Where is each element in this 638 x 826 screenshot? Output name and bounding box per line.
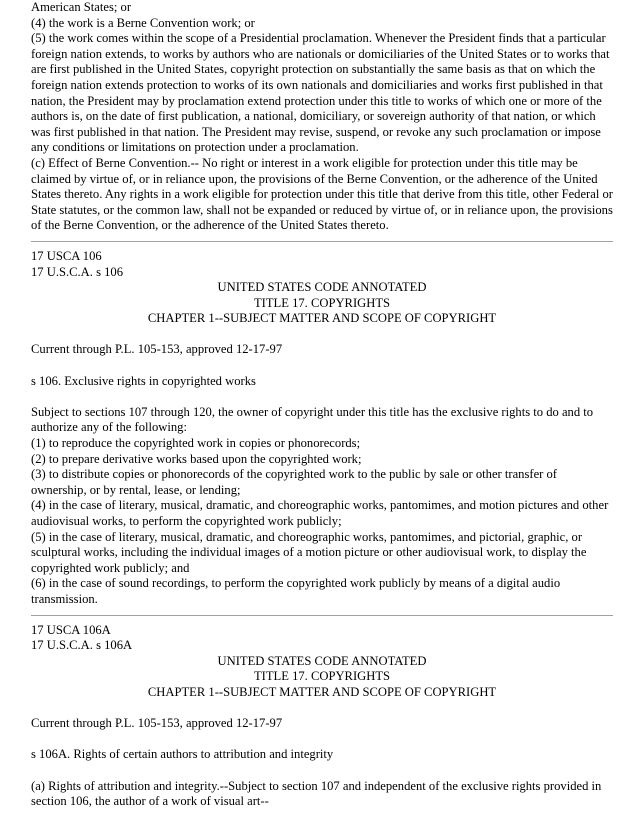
text-line: American States; or: [31, 0, 132, 14]
section-intro: Subject to sections 107 through 120, the owner of copyright under this title has the exclusive rights to do and to authorize any of the following:: [31, 404, 594, 435]
paragraph-5: (5) the work comes within the scope of a Presidential proclamation. Whenever the President finds that a particular foreign nation extends, to works by authors who are nationals or domiciliaries of the United States or to works that are first published in the United States, copyright protection on substantially the same basis as that on which the foreign nation extends protection to works of its own nationals and domiciliaries and works first published in that nation, the President may by proclamation extend protection under this title to works of which one or more of the authors is, on the date of first publication, a national, domiciliary, or sovereign authority of that nation, or which was first published in that nation. The President may revise, suspend, or revoke any such proclamation or impose any conditions or limitations on protection under a proclamation.: [31, 31, 610, 155]
chapter-heading: CHAPTER 1--SUBJECT MATTER AND SCOPE OF COPYRIGHT: [147, 684, 497, 699]
citation: 17 U.S.C.A. s 106A: [31, 638, 133, 653]
citation: 17 USCA 106: [31, 248, 102, 263]
section-title: s 106A. Rights of certain authors to attribution and integrity: [31, 747, 334, 762]
title-heading: TITLE 17. COPYRIGHTS: [253, 669, 391, 684]
currency-note: Current through P.L. 105-153, approved 12-17-97: [31, 716, 283, 731]
currency-note: Current through P.L. 105-153, approved 12-17-97: [31, 342, 283, 357]
citation: 17 U.S.C.A. s 106: [31, 264, 124, 279]
list-item: (1) to reproduce the copyrighted work in copies or phonorecords;: [31, 436, 361, 451]
section-title: s 106. Exclusive rights in copyrighted works: [31, 373, 256, 388]
list-item: (4) in the case of literary, musical, dramatic, and choreographic works, pantomimes, and motion pictures and other audiovisual works, to perform the copyrighted work publicly;: [31, 498, 609, 528]
chapter-heading: CHAPTER 1--SUBJECT MATTER AND SCOPE OF COPYRIGHT: [147, 311, 497, 326]
code-heading: UNITED STATES CODE ANNOTATED: [217, 280, 427, 295]
code-heading: UNITED STATES CODE ANNOTATED: [217, 653, 427, 668]
section-divider: [31, 241, 613, 242]
section-106: [31, 249, 613, 608]
list-item: (3) to distribute copies or phonorecords of the copyrighted work to the public by sale or other transfer of ownership, or by rental, lease, or lending;: [31, 467, 557, 497]
section-106a: [31, 623, 613, 810]
citation: 17 USCA 106A: [31, 622, 111, 637]
list-item: (6) in the case of sound recordings, to perform the copyrighted work publicly by means of a digital audio transmission.: [31, 576, 561, 606]
title-heading: TITLE 17. COPYRIGHTS: [253, 295, 391, 310]
section-divider: [31, 615, 613, 616]
text-line: (4) the work is a Berne Convention work; or: [31, 15, 255, 30]
continued-section: [31, 0, 613, 234]
paragraph-c: (c) Effect of Berne Convention.-- No right or interest in a work eligible for protection under this title may be claimed by virtue of, or in reliance upon, the provisions of the Berne Convention, or the adherence of the United States thereto. Any rights in a work eligible for protection under this title that derive from this title, other Federal or State statutes, or the common law, shall not be expanded or reduced by virtue of, or in reliance upon, the provisions of the Berne Convention, or the adherence of the United States thereto.: [31, 155, 613, 233]
section-paragraph-a: (a) Rights of attribution and integrity.--Subject to section 107 and independent of the exclusive rights provided in section 106, the author of a work of visual art--: [31, 778, 602, 809]
list-item: (5) in the case of literary, musical, dramatic, and choreographic works, pantomimes, and pictorial, graphic, or sculptural works, including the individual images of a motion picture or other audiovisual work, to display the copyrighted work publicly; and: [31, 529, 587, 575]
list-item: (2) to prepare derivative works based upon the copyrighted work;: [31, 451, 362, 466]
